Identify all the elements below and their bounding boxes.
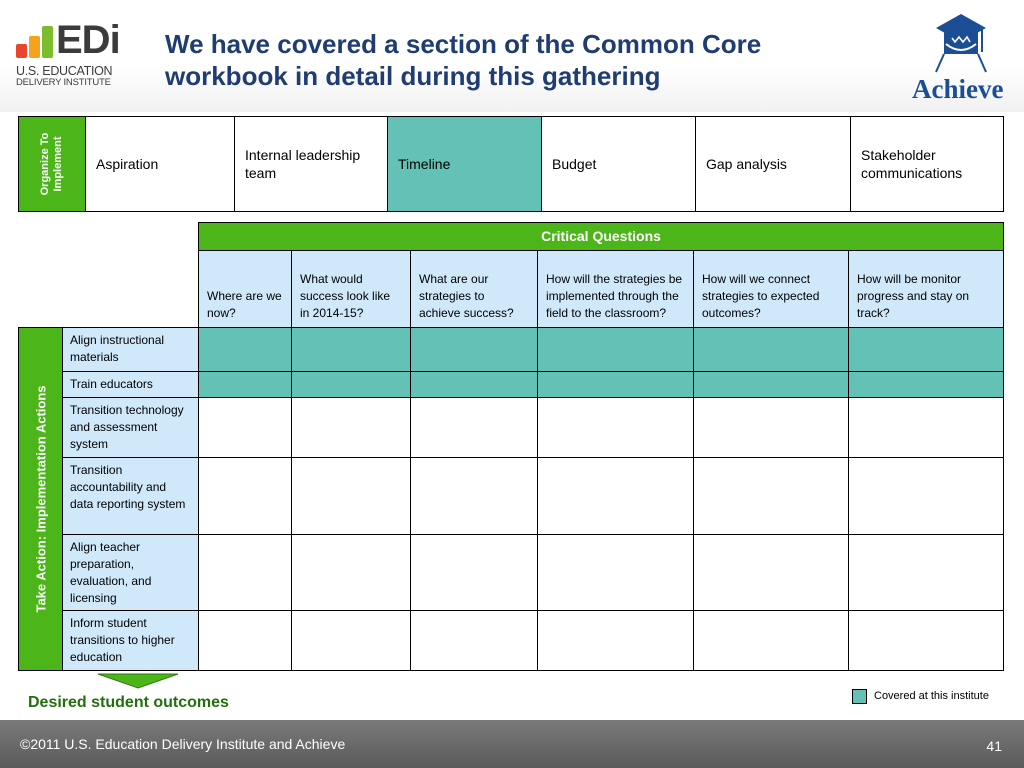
grid-cell [693, 457, 849, 535]
grid-cell-covered [537, 371, 694, 398]
grid-cell [537, 397, 694, 458]
grid-cell [291, 457, 411, 535]
organize-item-timeline: Timeline [387, 116, 542, 212]
grid-cell-covered [848, 327, 1004, 372]
question-cell: How will we connect strategies to expected outcomes? [693, 250, 849, 328]
grid-cell-covered [410, 371, 538, 398]
grid-cell [291, 534, 411, 611]
grid-cell [848, 610, 1004, 671]
grid-cell-covered [291, 371, 411, 398]
edi-logo-bars-icon [16, 24, 56, 58]
question-cell: What are our strategies to achieve success? [410, 250, 538, 328]
grid-cell [693, 534, 849, 611]
slide-header [0, 0, 1024, 112]
edi-logo-word: EDi [56, 18, 120, 62]
grid-cell [198, 397, 292, 458]
organize-label-cell [18, 116, 86, 212]
organize-label: Organize To Implement [39, 132, 64, 196]
grid-cell [848, 457, 1004, 535]
edi-logo-line1: U.S. EDUCATION [16, 64, 113, 78]
slide-title: We have covered a section of the Common Core workbook in detail during this gathering [165, 29, 762, 91]
down-arrow-icon [97, 673, 179, 689]
take-action-label-cell [18, 327, 63, 671]
achieve-logo [906, 12, 1016, 102]
grid-cell [537, 534, 694, 611]
grid-cell [693, 397, 849, 458]
edi-logo-line2: DELIVERY INSTITUTE [16, 77, 111, 88]
edi-logo [16, 18, 126, 90]
grid-cell [693, 610, 849, 671]
achieve-logo-word: Achieve [912, 74, 1004, 104]
slide-footer [0, 720, 1024, 768]
question-cell: What would success look like in 2014-15? [291, 250, 411, 328]
action-row-label: Train educators [62, 371, 199, 398]
grid-cell-covered [848, 371, 1004, 398]
grid-cell-covered [198, 371, 292, 398]
question-cell: How will the strategies be implemented through the field to the classroom? [537, 250, 694, 328]
grid-cell [410, 534, 538, 611]
grid-cell [410, 610, 538, 671]
grid-cell [537, 457, 694, 535]
action-row-label: Transition accountability and data reporting system [62, 457, 199, 535]
organize-item-stakeholder-communications: Stakeholder communications [850, 116, 1004, 212]
grid-cell [410, 397, 538, 458]
grid-cell [198, 610, 292, 671]
grid-cell-covered [693, 371, 849, 398]
grid-cell-covered [291, 327, 411, 372]
legend-label: Covered at this institute [874, 690, 989, 702]
organize-item-leadership-team: Internal leadership team [234, 116, 388, 212]
action-row-label: Inform student transitions to higher education [62, 610, 199, 671]
question-cell: Where are we now? [198, 250, 292, 328]
grid-cell-covered [693, 327, 849, 372]
grid-cell [198, 534, 292, 611]
organize-item-budget: Budget [541, 116, 696, 212]
grid-cell [848, 397, 1004, 458]
action-row-label: Transition technology and assessment system [62, 397, 199, 458]
graduation-cap-icon [906, 12, 1016, 76]
grid-cell [291, 397, 411, 458]
critical-questions-header: Critical Questions [198, 222, 1004, 251]
desired-outcomes-label: Desired student outcomes [28, 694, 229, 711]
grid-cell-covered [537, 327, 694, 372]
question-cell: How will be monitor progress and stay on track? [848, 250, 1004, 328]
footer-copyright: ©2011 U.S. Education Delivery Institute and Achieve [20, 736, 346, 752]
page-number: 41 [986, 738, 1002, 754]
grid-cell [537, 610, 694, 671]
grid-cell [198, 457, 292, 535]
grid-cell-covered [410, 327, 538, 372]
organize-item-aspiration: Aspiration [85, 116, 235, 212]
action-row-label: Align instructional materials [62, 327, 199, 372]
take-action-label: Take Action: Implementation Actions [33, 385, 48, 613]
legend-swatch [852, 689, 867, 704]
grid-cell-covered [198, 327, 292, 372]
grid-cell [410, 457, 538, 535]
action-row-label: Align teacher preparation, evaluation, and licensing [62, 534, 199, 611]
organize-item-gap-analysis: Gap analysis [695, 116, 851, 212]
grid-cell [291, 610, 411, 671]
grid-cell [848, 534, 1004, 611]
